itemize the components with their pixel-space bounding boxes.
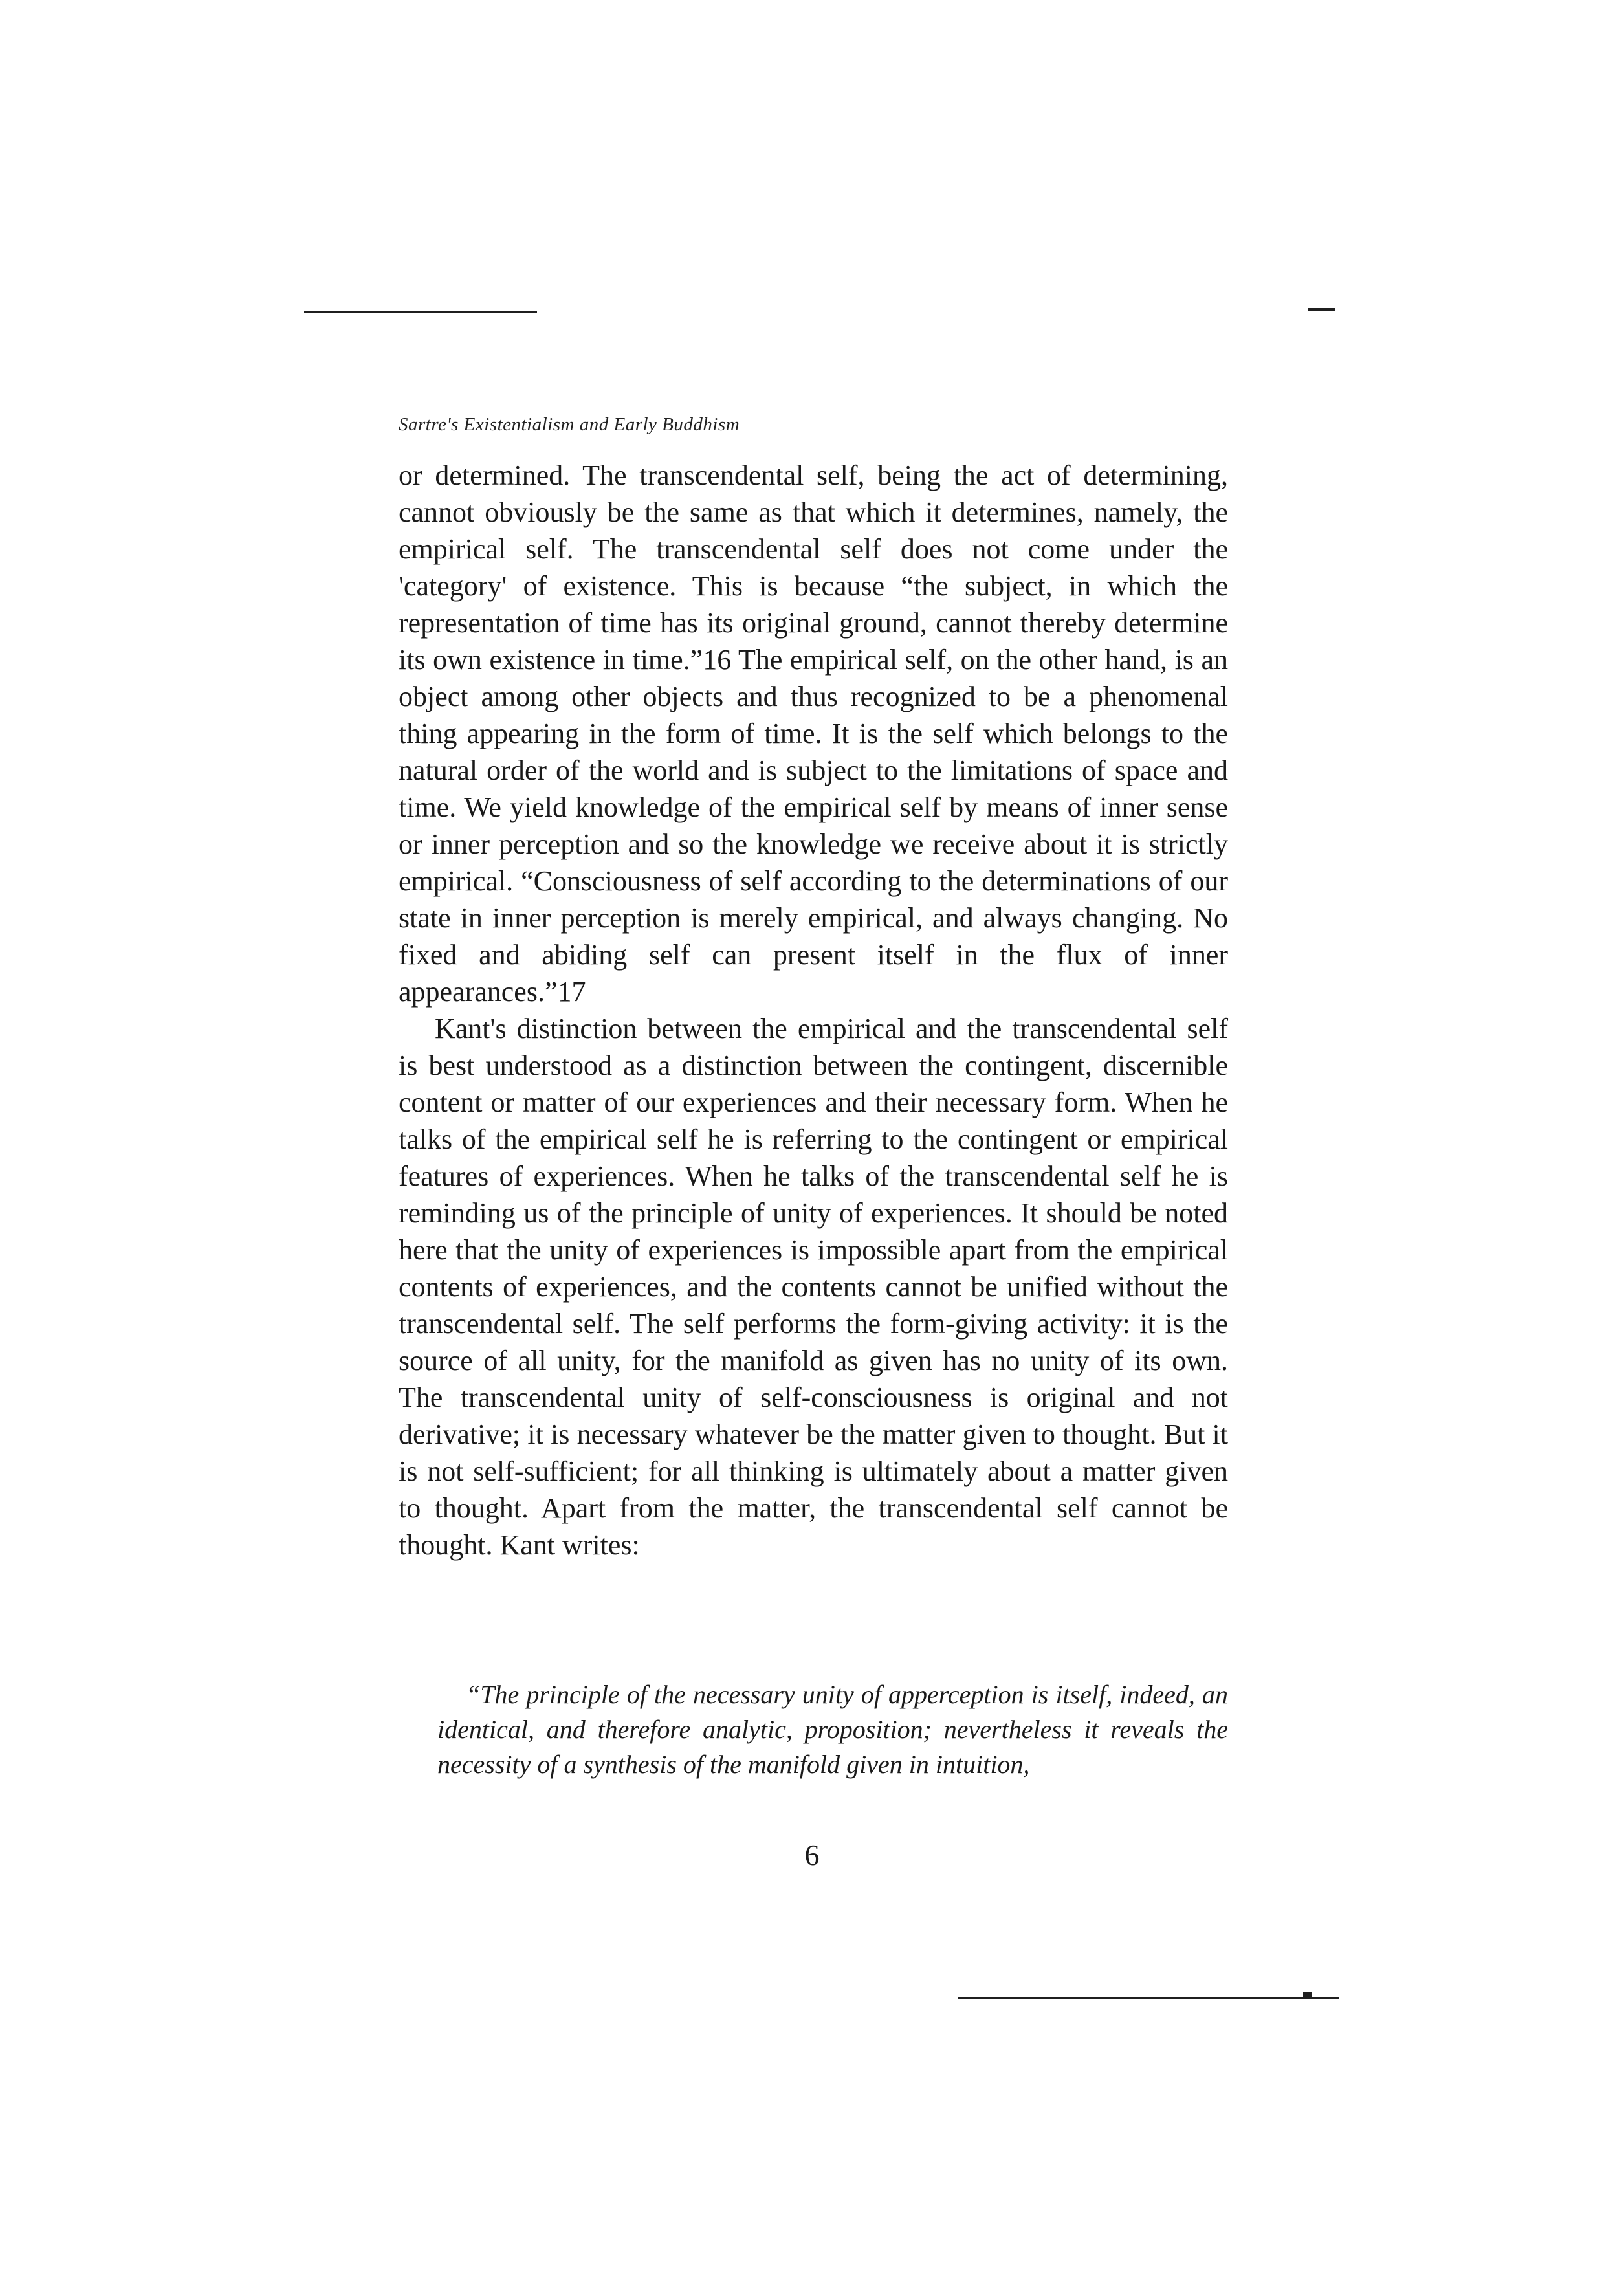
block-quote: “The principle of the necessary unity of apperception is itself, indeed, an identical, and therefore analytic, proposition; nevertheless it reveals the necessity of a synthesis of the manifold given in intuition, [437,1680,1228,1779]
running-head: Sartre's Existentialism and Early Buddhism [399,414,740,435]
paragraph-2: Kant's distinction between the empirical and the transcendental self is best understood as a distinction between the contingent, discernible content or matter of our experiences and their necessary form. When he talks of the empirical self he is referring to the contingent or empirical features of experiences. When he talks of the transcendental self he is reminding us of the principle of unity of experiences. It should be noted here that the unity of experiences is impossible apart from the empirical contents of experiences, and the contents cannot be unified without the transcendental self. The self performs the form-giving activity: it is the source of all unity, for the manifold as given has no unity of its own. The transcendental unity of self-consciousness is original and not derivative; it is necessary whatever be the matter given to thought. But it is not self-sufficient; for all thinking is ultimately about a matter given to thought. Apart from the matter, the transcendental self cannot be thought. Kant writes: [399,1013,1228,1561]
scan-edge-mark-bottom-right [1303,1992,1312,1997]
scan-edge-rule-bottom-right [958,1997,1339,1999]
page-number: 6 [804,1838,820,1871]
scan-edge-mark-top-right [1308,308,1335,311]
scan-edge-rule-top-left [304,311,537,313]
body-text [399,457,1228,1563]
paragraph-1: or determined. The transcendental self, being the act of determining, cannot obviously be the same as that which it determines, namely, the empirical self. The transcendental self does not come under the 'category' of existence. This is because “the subject, in which the representation of time has its original ground, cannot thereby determine its own existence in time.”16 The empirical self, on the other hand, is an object among other objects and thus recognized to be a phenomenal thing appearing in the form of time. It is the self which belongs to the natural order of the world and is subject to the limitations of space and time. We yield knowledge of the empirical self by means of inner sense or inner perception and so the knowledge we receive about it is strictly empirical. “Consciousness of self according to the determinations of our state in inner perception is merely empirical, and always changing. No fixed and abiding self can present itself in the flux of inner appearances.”17 [399,459,1228,1008]
